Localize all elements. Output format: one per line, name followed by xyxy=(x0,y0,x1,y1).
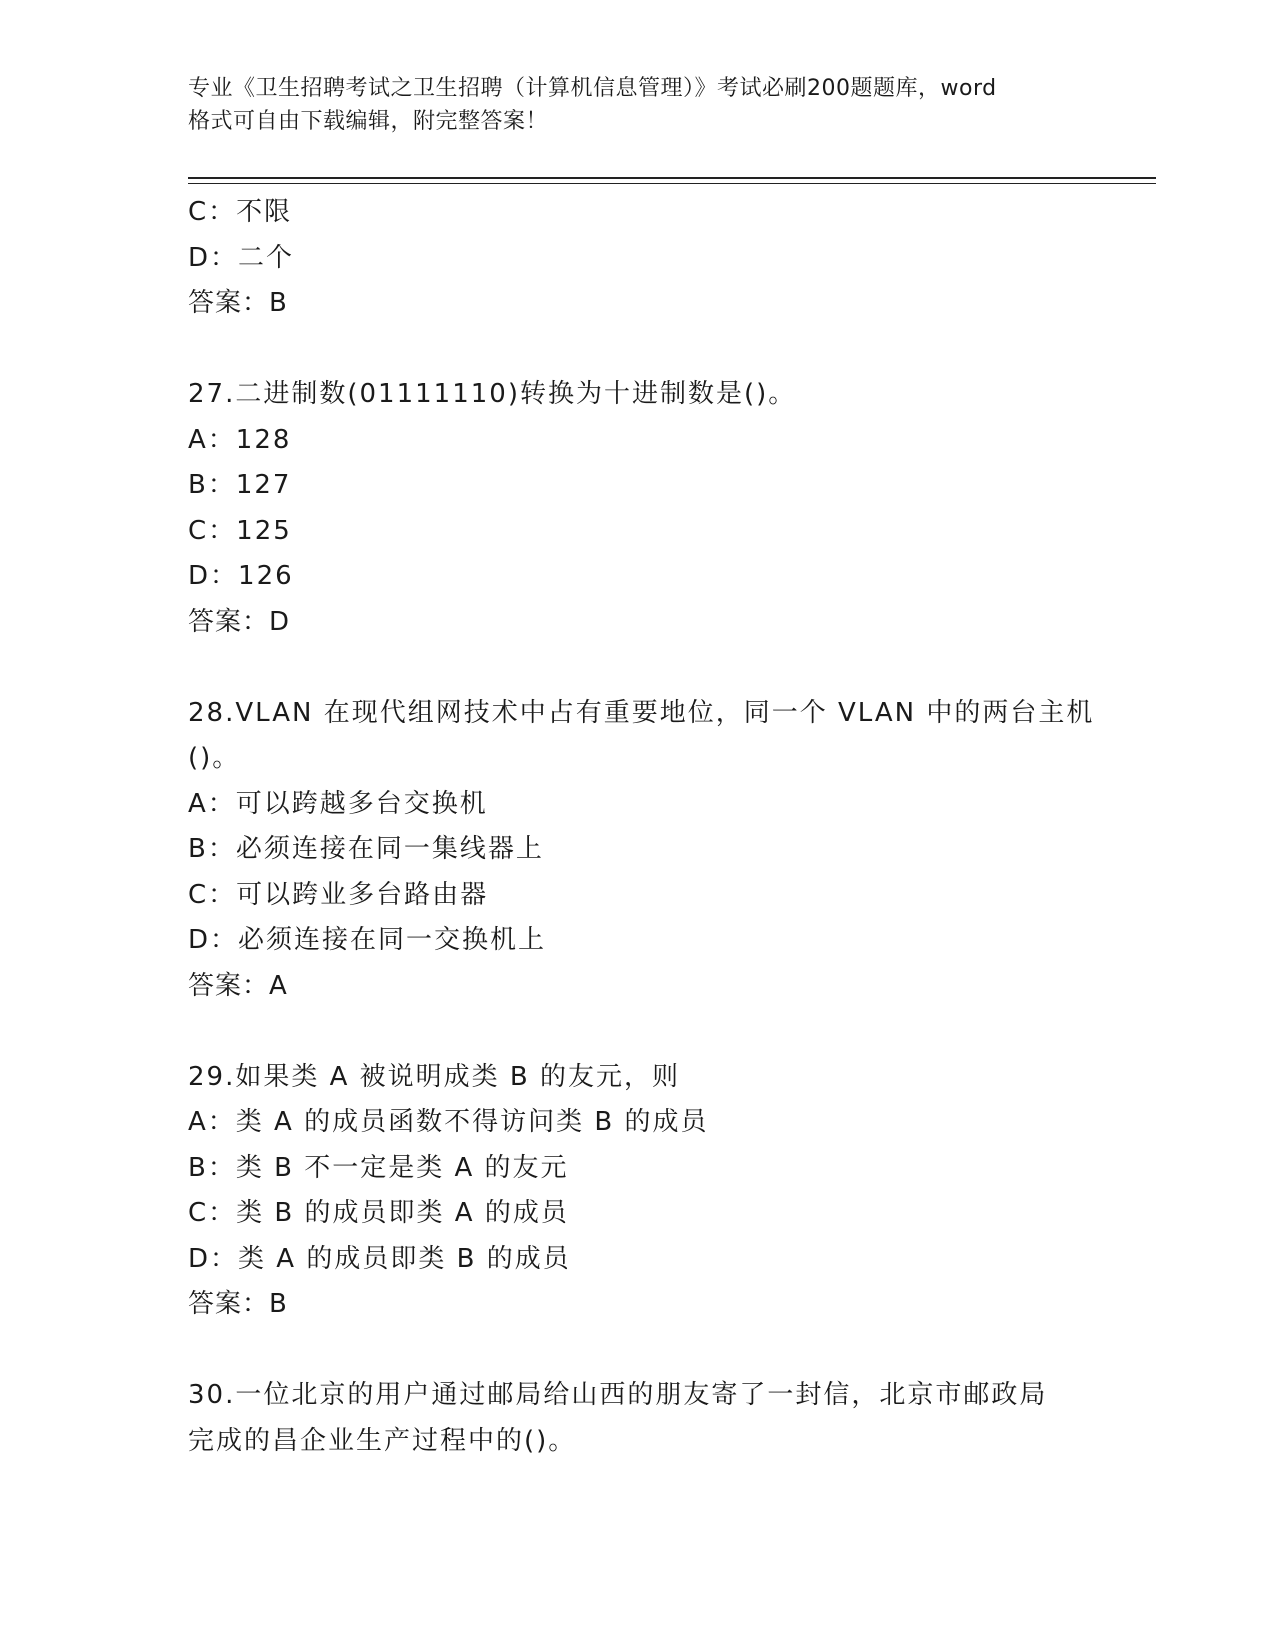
header-line-2: 格式可自由下载编辑，附完整答案！ xyxy=(188,109,549,134)
answer-line: 答案：A xyxy=(188,970,288,1001)
question-29 xyxy=(188,1055,1088,1328)
header-line-1: 专业《卫生招聘考试之卫生招聘（计算机信息管理）》考试必刷200题题库，word xyxy=(188,76,997,101)
question-26-continuation xyxy=(188,190,1088,327)
option-d: D：二个 xyxy=(188,242,295,273)
option-d: D：126 xyxy=(188,561,294,591)
option-d: D：必须连接在同一交换机上 xyxy=(188,925,547,955)
question-stem: 30.一位北京的用户通过邮局给山西的朋友寄了一封信，北京市邮政局 xyxy=(188,1380,1048,1410)
question-28 xyxy=(188,691,1095,1010)
option-c: C：125 xyxy=(188,515,292,546)
option-c: C：类 B 的成员即类 A 的成员 xyxy=(188,1198,569,1228)
spacer xyxy=(188,645,1088,691)
question-stem: 28.VLAN 在现代组网技术中占有重要地位，同一个 VLAN 中的两台主机 xyxy=(188,697,1095,728)
option-a: A：类 A 的成员函数不得访问类 B 的成员 xyxy=(188,1107,709,1137)
option-b: B：类 B 不一定是类 A 的友元 xyxy=(188,1152,569,1183)
spacer xyxy=(188,1328,1088,1374)
option-c: C：可以跨业多台路由器 xyxy=(188,879,489,910)
question-27 xyxy=(188,372,1088,645)
question-stem: 29.如果类 A 被说明成类 B 的友元，则 xyxy=(188,1061,681,1092)
option-a: A：128 xyxy=(188,424,292,455)
option-b: B：127 xyxy=(188,470,292,500)
option-b: B：必须连接在同一集线器上 xyxy=(188,834,544,864)
answer-line: 答案：B xyxy=(188,288,288,318)
document-header xyxy=(188,72,1088,138)
header-rule-bottom xyxy=(188,183,1156,184)
answer-line: 答案：D xyxy=(188,606,291,637)
option-c: C：不限 xyxy=(188,197,293,227)
question-list xyxy=(188,190,1095,1464)
question-stem-continued: ()。 xyxy=(188,743,241,773)
answer-line: 答案：B xyxy=(188,1289,288,1319)
header-rule-top xyxy=(188,177,1156,179)
spacer xyxy=(188,1009,1088,1055)
question-30 xyxy=(188,1373,1088,1464)
question-stem: 27.二进制数(01111110)转换为十进制数是()。 xyxy=(188,379,797,409)
question-stem-continued: 完成的昌企业生产过程中的()。 xyxy=(188,1425,577,1456)
spacer xyxy=(188,327,1088,373)
option-a: A：可以跨越多台交换机 xyxy=(188,788,488,819)
option-d: D：类 A 的成员即类 B 的成员 xyxy=(188,1243,571,1274)
